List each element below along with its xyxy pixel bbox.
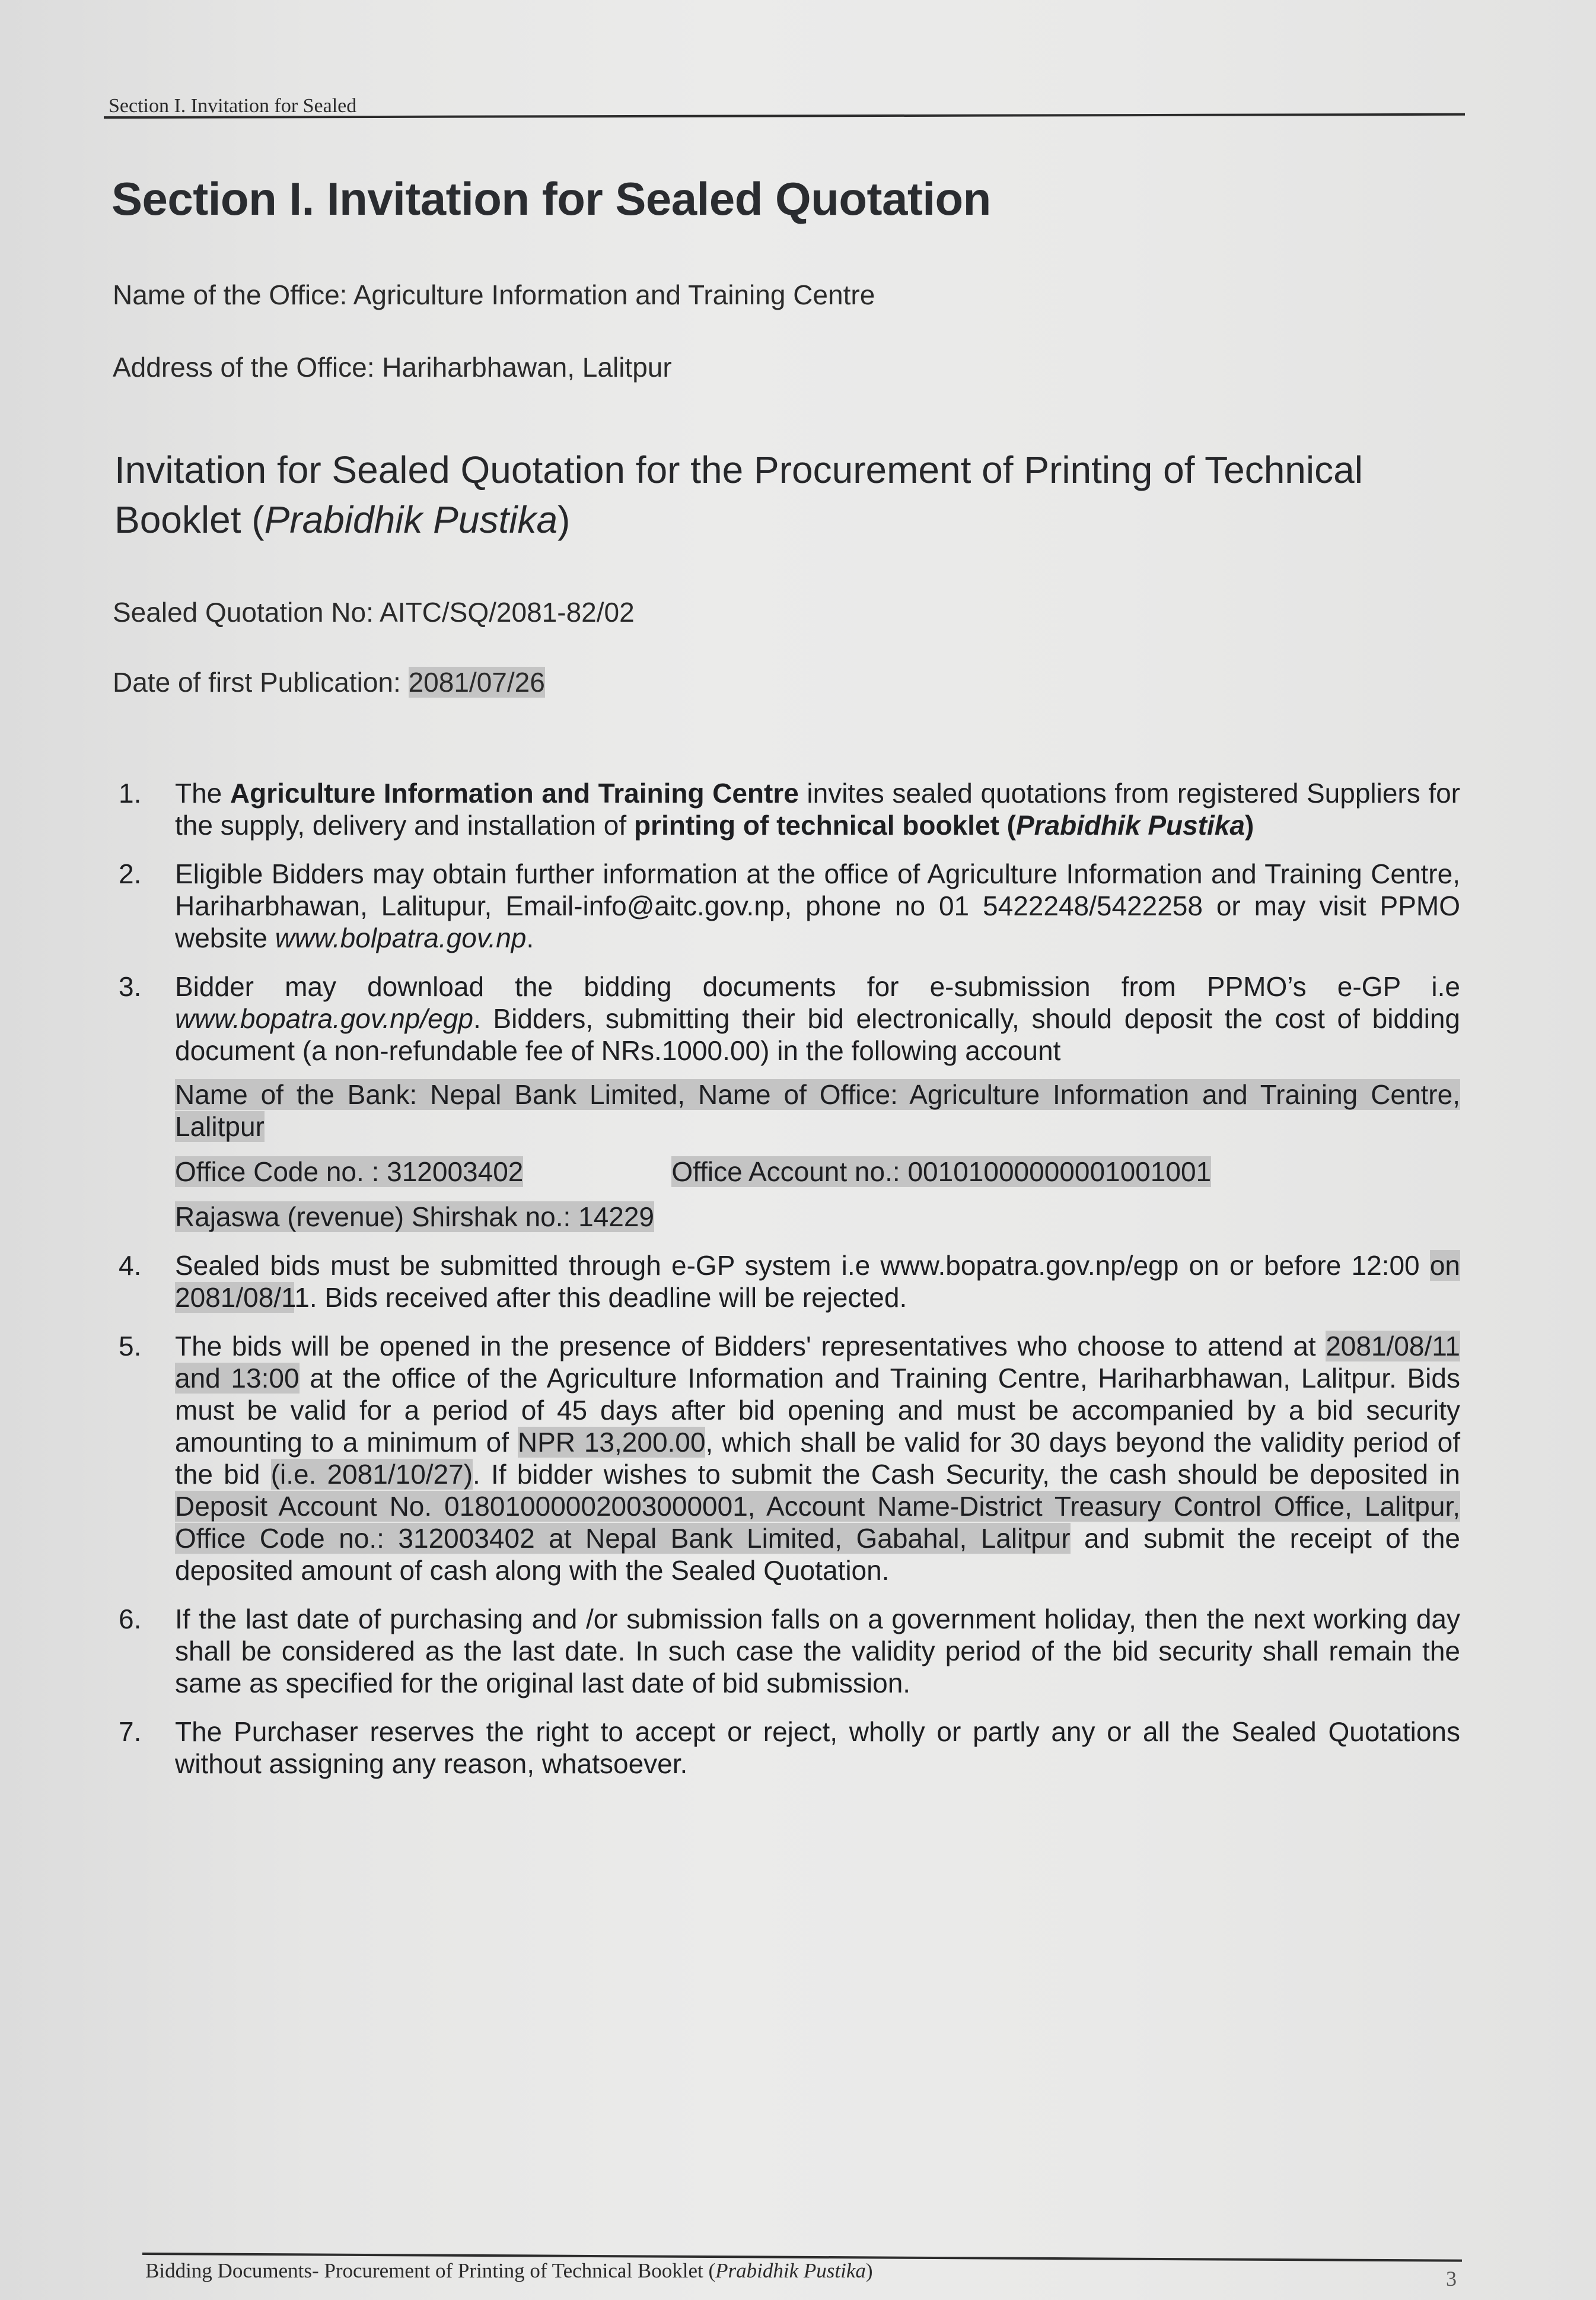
publication-date-line — [113, 666, 545, 698]
item-text: invites sealed quotations from registered Suppliers for the supply, delivery and installation of — [175, 778, 1460, 841]
scope-bold-italic: Prabidhik Pustika — [1015, 810, 1245, 841]
list-item — [119, 777, 1460, 841]
list-item — [119, 1330, 1460, 1586]
item-text: , which shall be valid for 30 days beyond the validity period of the bid — [175, 1427, 1461, 1490]
bank-name-line — [175, 1079, 1460, 1143]
footer-end: ) — [865, 2259, 873, 2282]
publication-date-label: Date of first Publication: — [113, 667, 401, 698]
item-text: Bidder may download the bidding documents for e-submission from PPMO’s e-GP i.e — [175, 971, 1460, 1002]
office-name-line — [113, 279, 875, 311]
footer-text: Bidding Documents- Procurement of Printing of Technical Booklet ( — [145, 2259, 716, 2282]
running-footer — [145, 2259, 873, 2283]
page-number: 3 — [1446, 2267, 1457, 2291]
scope-bold: printing of technical booklet ( — [633, 810, 1016, 841]
deposit-account-details: Deposit Account No. 01801000002003000001, Account Name-District Treasury Control Office, Lalitpur, Office Code no.: 312003402 at Nepal Bank Limited, Gabahal, Lalitpur — [175, 1491, 1460, 1554]
subtitle-italic: Prabidhik Pustika — [264, 498, 558, 541]
publication-date-value: 2081/07/26 — [408, 667, 545, 698]
item-text: Eligible Bidders may obtain further information at the office of Agriculture Information and Training Centre, Hariharbhawan, Lalitupur, Email-info@aitc.gov.np, phone no 01 5422248/5422258 or may visit PPMO website — [175, 858, 1460, 953]
opening-datetime: 2081/08/11 and 13:00 — [175, 1331, 1460, 1394]
office-code-line — [175, 1156, 1460, 1188]
item-text: Sealed bids must be submitted through e-GP system i.e www.bopatra.gov.np/egp on or before 12:00 — [175, 1250, 1430, 1281]
item-text: 1. Bids received after this deadline will be rejected. — [294, 1282, 907, 1313]
item-text: The Purchaser reserves the right to accept or reject, wholly or partly any or all the Sealed Quotations without assigning any reason, whatsoever. — [175, 1716, 1460, 1779]
egp-link[interactable]: www.bopatra.gov.np/egp — [175, 1003, 473, 1034]
office-name-label: Name of the Office: — [113, 279, 348, 310]
item-text: The — [175, 778, 230, 809]
terms-list — [119, 777, 1460, 1796]
footer-italic: Prabidhik Pustika — [715, 2259, 866, 2282]
list-item — [119, 1716, 1460, 1780]
bid-security-amount: NPR 13,200.00 — [517, 1427, 706, 1458]
revenue-line — [175, 1201, 1460, 1233]
bolpatra-link[interactable]: www.bolpatra.gov.np — [275, 922, 527, 953]
item-number: 3. — [119, 971, 142, 1002]
scope-bold-end: ) — [1244, 810, 1254, 841]
item-number: 4. — [119, 1250, 142, 1281]
item-number: 2. — [119, 858, 142, 889]
bank-details — [175, 1079, 1460, 1233]
item-number: 1. — [119, 778, 142, 809]
revenue-heading: Rajaswa (revenue) Shirshak no.: 14229 — [175, 1201, 655, 1232]
quotation-number-line — [113, 596, 635, 628]
list-item — [119, 1249, 1460, 1313]
office-address-line — [113, 351, 672, 383]
validity-date: (i.e. 2081/10/27) — [270, 1459, 473, 1490]
list-item — [119, 971, 1460, 1233]
quotation-number-value: AITC/SQ/2081-82/02 — [380, 597, 635, 628]
item-text: . If bidder wishes to submit the Cash Security, the cash should be deposited in — [473, 1459, 1460, 1490]
office-code: Office Code no. : 312003402 — [175, 1156, 524, 1187]
office-account: Office Account no.: 00101000000001001001 — [671, 1156, 1212, 1187]
office-name-value: Agriculture Information and Training Centre — [353, 279, 875, 310]
item-text: . Bidders, submitting their bid electronically, should deposit the cost of bidding document (a non-refundable fee of NRs.1000.00) in the following account — [175, 1003, 1460, 1066]
list-item — [119, 858, 1460, 954]
item-text: and submit the receipt of the deposited amount of cash along with the Sealed Quotation. — [175, 1523, 1460, 1586]
subtitle-text: Invitation for Sealed Quotation for the Procurement of Printing of Technical Booklet ( — [114, 448, 1363, 541]
item-text: If the last date of purchasing and /or submission falls on a government holiday, then the next working day shall be considered as the last date. In such case the validity period of the bid security shall remain the same as specified for the original last date of bid submission. — [175, 1604, 1460, 1698]
office-address-value: Hariharbhawan, Lalitpur — [382, 352, 672, 383]
office-name-bold: Agriculture Information and Training Centre — [230, 778, 799, 809]
document-subtitle — [114, 445, 1419, 545]
item-number: 7. — [119, 1716, 142, 1747]
bank-name: Name of the Bank: Nepal Bank Limited, Name of Office: Agriculture Information and Training Centre, Lalitpur — [175, 1079, 1460, 1142]
running-header: Section I. Invitation for Sealed — [109, 95, 357, 117]
office-address-label: Address of the Office: — [113, 352, 375, 383]
page-title: Section I. Invitation for Sealed Quotation — [112, 173, 991, 225]
list-item — [119, 1603, 1460, 1699]
subtitle-end: ) — [558, 498, 571, 541]
item-text: The bids will be opened in the presence of Bidders' representatives who choose to attend at — [175, 1331, 1326, 1361]
submission-deadline: on 2081/08/1 — [175, 1250, 1460, 1313]
quotation-number-label: Sealed Quotation No: — [113, 597, 374, 628]
item-text: . — [526, 922, 534, 953]
item-number: 6. — [119, 1604, 142, 1634]
item-number: 5. — [119, 1331, 142, 1361]
item-text: at the office of the Agriculture Information and Training Centre, Hariharbhawan, Lalitpur. Bids must be valid for a period of 45 days after bid opening and must be accompanied by a bid security amounting to a minimum of — [175, 1363, 1460, 1458]
